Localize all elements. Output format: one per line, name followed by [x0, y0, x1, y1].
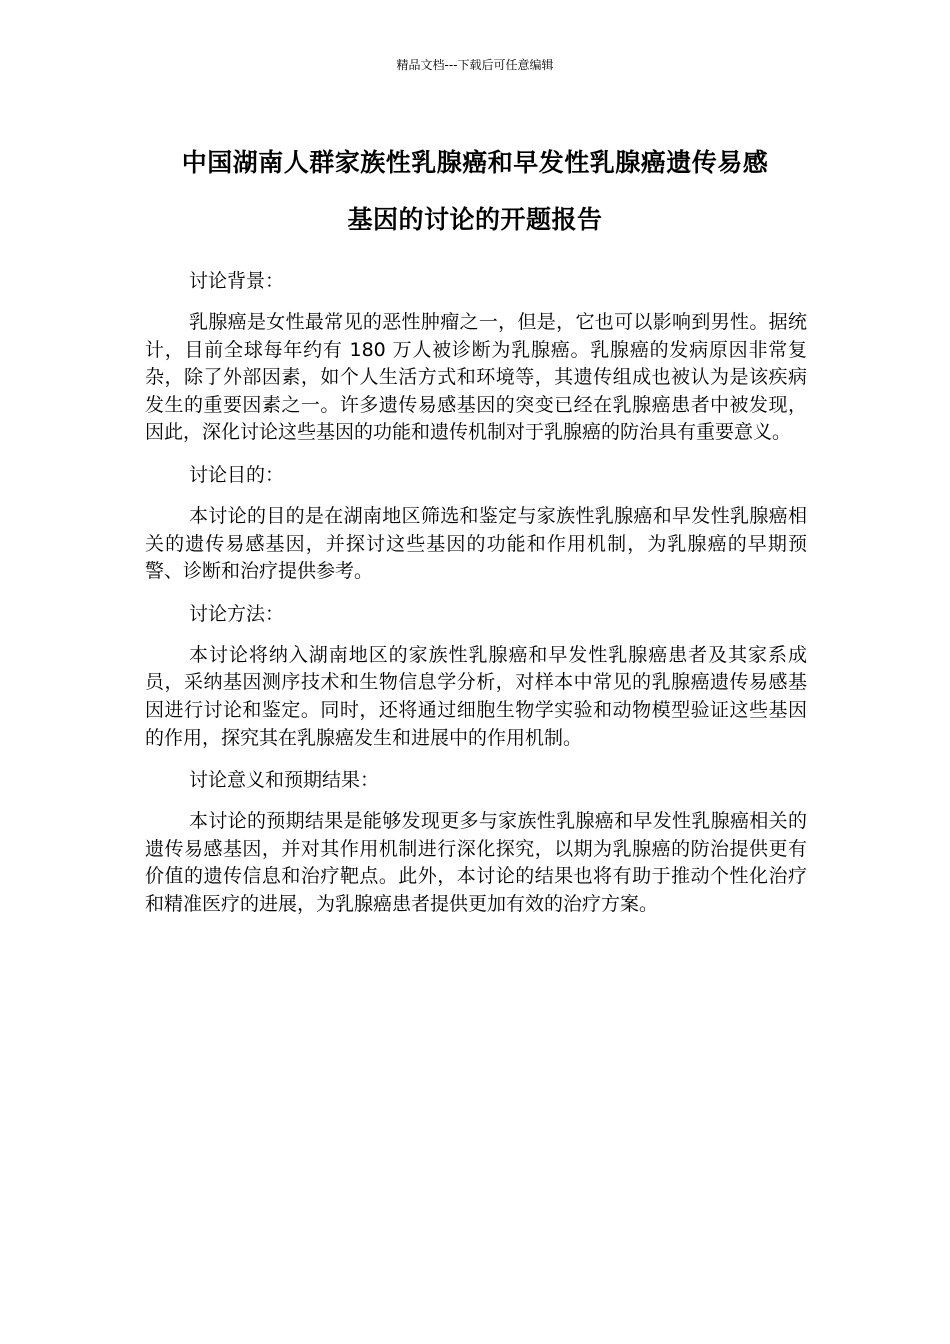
section-paragraph: 本讨论的目的是在湖南地区筛选和鉴定与家族性乳腺癌和早发性乳腺癌相关的遗传易感基因，并探讨这些基因的功能和作用机制，为乳腺癌的早期预警、诊断和治疗提供参考。 [145, 504, 807, 583]
section-heading: 讨论目的： [189, 463, 285, 486]
header-note: 精品文档---下载后可任意编辑 [396, 58, 554, 72]
section-paragraph: 本讨论的预期结果是能够发现更多与家族性乳腺癌和早发性乳腺癌相关的遗传易感基因，并对其作用机制进行深化探究，以期为乳腺癌的防治提供更有价值的遗传信息和治疗靶点。此外，本讨论的结果也将有助于推动个性化治疗和精准医疗的进展，为乳腺癌患者提供更加有效的治疗方案。 [145, 810, 807, 915]
title-line-2: 基因的讨论的开题报告 [347, 205, 603, 234]
section-purpose [145, 462, 807, 586]
document-title [130, 134, 820, 248]
section-methods [145, 601, 807, 752]
section-background [145, 268, 807, 447]
section-significance [145, 767, 807, 918]
section-heading: 讨论方法： [189, 602, 285, 625]
section-paragraph: 本讨论将纳入湖南地区的家族性乳腺癌和早发性乳腺癌患者及其家系成员，采纳基因测序技术和生物信息学分析，对样本中常见的乳腺癌遗传易感基因进行讨论和鉴定。同时，还将通过细胞生物学实验和动物模型验证这些基因的作用，探究其在乳腺癌发生和进展中的作用机制。 [145, 643, 807, 749]
section-heading: 讨论背景： [189, 270, 285, 292]
section-paragraph: 乳腺癌是女性最常见的恶性肿瘤之一，但是，它也可以影响到男性。据统计，目前全球每年约有 180 万人被诊断为乳腺癌。乳腺癌的发病原因非常复杂，除了外部因素，如个人生活方式和环境等，其遗传组成也被认为是该疾病发生的重要因素之一。许多遗传易感基因的突变已经在乳腺癌患者中被发现，因此，深化讨论这些基因的功能和遗传机制对于乳腺癌的防治具有重要意义。 [145, 311, 807, 444]
document-body [145, 268, 807, 934]
section-heading: 讨论意义和预期结果： [189, 769, 380, 792]
title-line-1: 中国湖南人群家族性乳腺癌和早发性乳腺癌遗传易感 [181, 148, 769, 177]
